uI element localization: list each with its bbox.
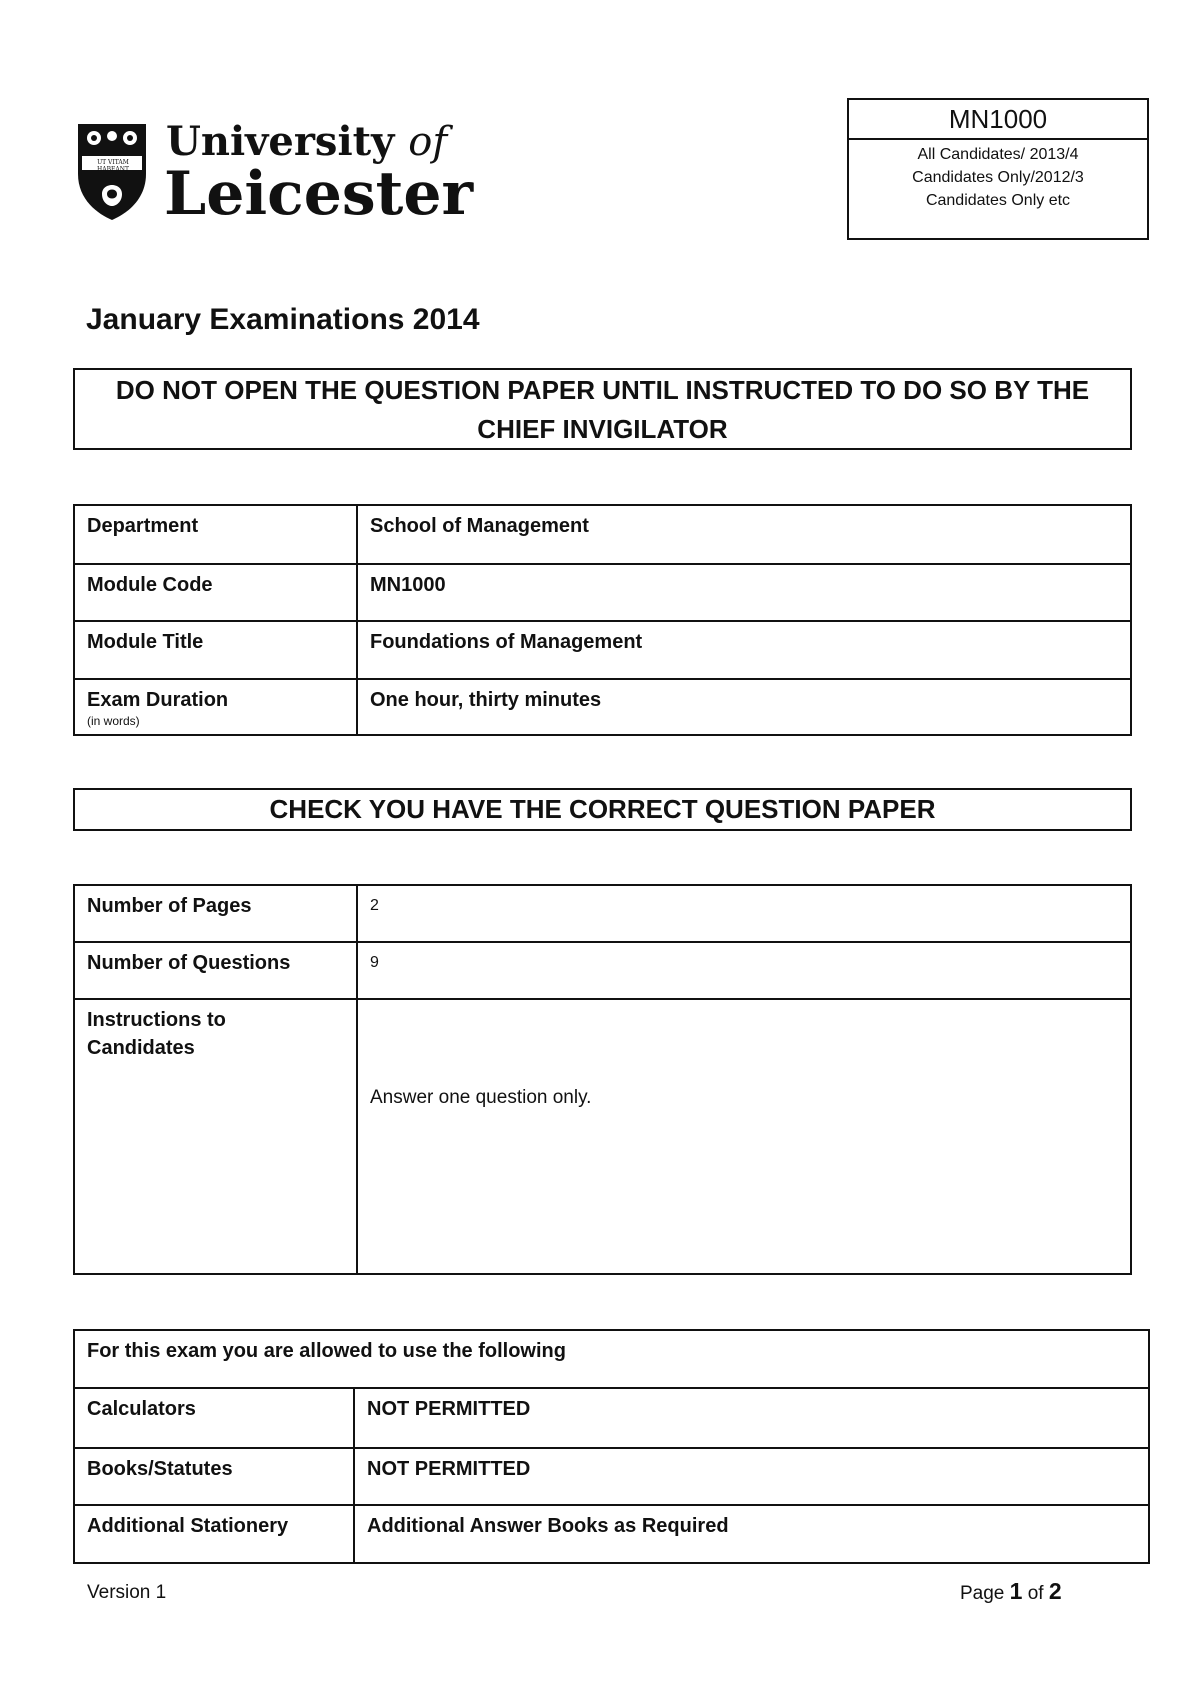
row-label: Calculators (74, 1388, 354, 1448)
row-value: MN1000 (357, 564, 1131, 621)
version-label: Version 1 (87, 1582, 167, 1603)
row-value: Foundations of Management (357, 621, 1131, 679)
university-logo (76, 118, 486, 228)
candidates-line: All Candidates/ 2013/4 (917, 146, 1079, 163)
table-row (74, 999, 1131, 1274)
table-row (74, 505, 1131, 564)
row-sublabel: (in words) (87, 714, 140, 728)
table-row (74, 1330, 1149, 1388)
module-code-box (847, 98, 1149, 240)
module-code: MN1000 (849, 100, 1147, 140)
table-row (74, 1448, 1149, 1505)
row-label: Department (74, 505, 357, 564)
row-value: One hour, thirty minutes (357, 679, 1131, 735)
do-not-open-warning (73, 368, 1132, 450)
row-value: 2 (357, 885, 1131, 942)
row-value: 9 (357, 942, 1131, 999)
allowed-items-table (73, 1329, 1150, 1564)
candidates-line: Candidates Only/2012/3 (912, 169, 1084, 186)
row-value: Additional Answer Books as Required (354, 1505, 1149, 1563)
table-row (74, 621, 1131, 679)
logo-line1: University of (166, 118, 448, 165)
allowed-header: For this exam you are allowed to use the following (74, 1330, 1149, 1388)
row-label-cell (74, 679, 357, 735)
table-row (74, 1505, 1149, 1563)
table-row (74, 564, 1131, 621)
row-label: Number of Questions (74, 942, 357, 999)
row-label: Module Code (74, 564, 357, 621)
row-value: Answer one question only. (357, 999, 1131, 1274)
row-label: Instructions to Candidates (74, 999, 357, 1274)
table-row (74, 885, 1131, 942)
table-row (74, 942, 1131, 999)
row-label: Number of Pages (74, 885, 357, 942)
candidates-line: Candidates Only etc (925, 192, 1071, 209)
row-label: Books/Statutes (74, 1448, 354, 1505)
table-row (74, 679, 1131, 735)
row-label: Module Title (74, 621, 357, 679)
warning-text: DO NOT OPEN THE QUESTION PAPER UNTIL INSTRUCTED TO DO SO BY THE CHIEF INVIGILATOR (115, 375, 1090, 444)
row-value: NOT PERMITTED (354, 1448, 1149, 1505)
module-info-table (73, 504, 1132, 736)
row-label: Exam Duration (87, 689, 229, 711)
check-paper-banner: CHECK YOU HAVE THE CORRECT QUESTION PAPER (73, 788, 1132, 831)
paper-info-table (73, 884, 1132, 1275)
table-row (74, 1388, 1149, 1448)
logo-line2: Leicester (164, 159, 474, 229)
crest-motto: UT VITAM HABEANT (97, 159, 129, 173)
row-label: Additional Stationery (74, 1505, 354, 1563)
exam-heading: January Examinations 2014 (86, 303, 480, 336)
page-number: Page 1 of 2 (960, 1578, 1062, 1604)
row-value: NOT PERMITTED (354, 1388, 1149, 1448)
row-value: School of Management (357, 505, 1131, 564)
